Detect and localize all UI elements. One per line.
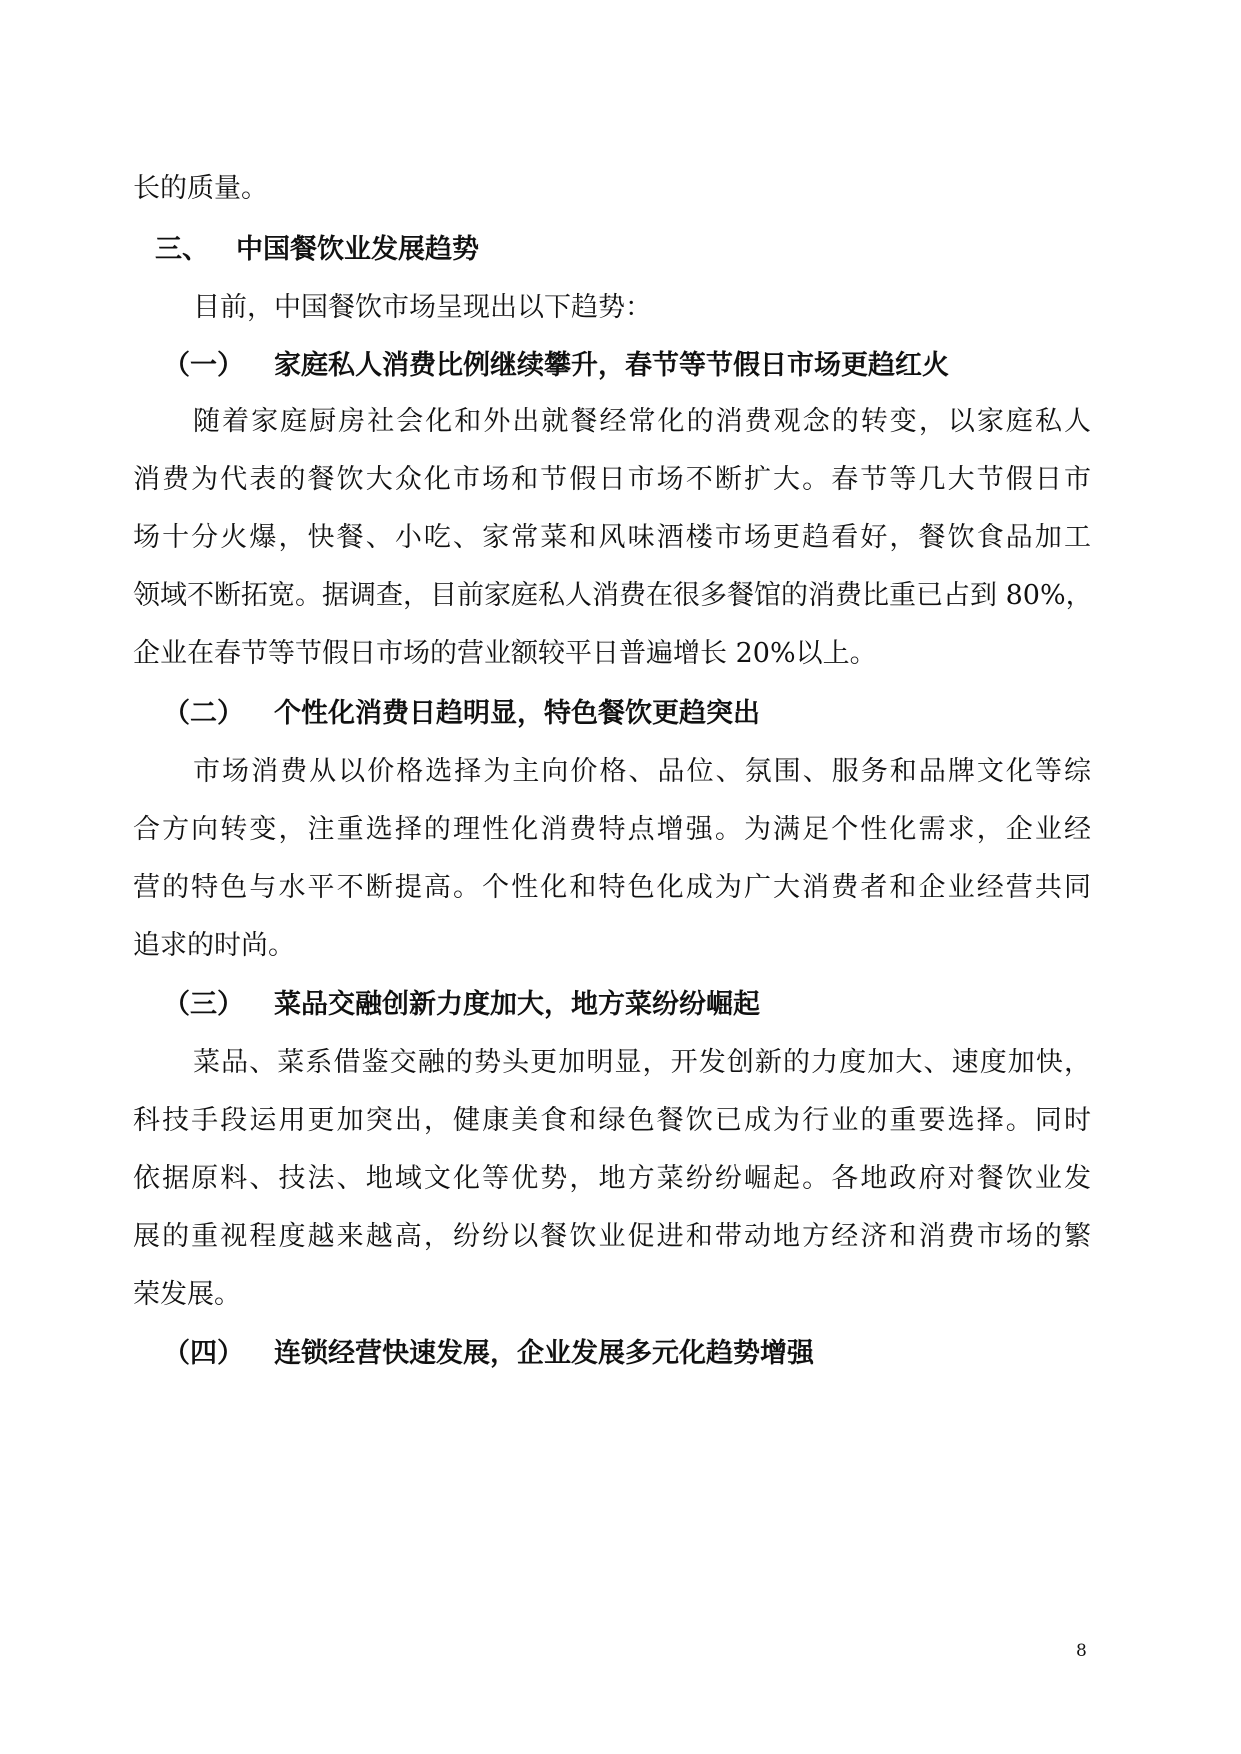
body-line: 依据原料、技法、地域文化等优势，地方菜纷纷崛起。各地政府对餐饮业发 — [133, 1163, 1091, 1194]
body-line: 领域不断拓宽。据调查，目前家庭私人消费在很多餐馆的消费比重已占到 80%， — [133, 580, 1093, 611]
subsection-number: （二） — [163, 698, 244, 729]
subsection-title: 家庭私人消费比例继续攀升，春节等节假日市场更趋红火 — [274, 350, 949, 381]
subsection-number: （三） — [163, 989, 244, 1020]
body-line: 合方向转变，注重选择的理性化消费特点增强。为满足个性化需求，企业经 — [133, 814, 1091, 845]
body-line: 科技手段运用更加突出，健康美食和绿色餐饮已成为行业的重要选择。同时 — [133, 1105, 1091, 1136]
section-number: 三、 — [155, 234, 209, 265]
body-line: 菜品、菜系借鉴交融的势头更加明显，开发创新的力度加大、速度加快， — [193, 1047, 1091, 1078]
body-line: 展的重视程度越来越高，纷纷以餐饮业促进和带动地方经济和消费市场的繁 — [133, 1221, 1091, 1252]
body-line: 企业在春节等节假日市场的营业额较平日普遍增长 20%以上。 — [133, 638, 877, 669]
subsection-number: （四） — [163, 1338, 244, 1369]
subsection-title: 连锁经营快速发展，企业发展多元化趋势增强 — [274, 1338, 814, 1369]
body-line: 长的质量。 — [133, 173, 268, 204]
subsection-title: 菜品交融创新力度加大，地方菜纷纷崛起 — [274, 989, 760, 1020]
body-line: 营的特色与水平不断提高。个性化和特色化成为广大消费者和企业经营共同 — [133, 872, 1091, 903]
body-line: 目前，中国餐饮市场呈现出以下趋势： — [193, 292, 652, 323]
subsection-title: 个性化消费日趋明显，特色餐饮更趋突出 — [274, 698, 760, 729]
subsection-number: （一） — [163, 350, 244, 381]
body-line: 随着家庭厨房社会化和外出就餐经常化的消费观念的转变，以家庭私人 — [193, 406, 1091, 437]
body-line: 追求的时尚。 — [133, 930, 295, 961]
body-line: 荣发展。 — [133, 1279, 241, 1310]
page-number: 8 — [1076, 1641, 1087, 1661]
section-title: 中国餐饮业发展趋势 — [236, 234, 479, 265]
body-line: 市场消费从以价格选择为主向价格、品位、氛围、服务和品牌文化等综 — [193, 756, 1091, 787]
body-line: 场十分火爆，快餐、小吃、家常菜和风味酒楼市场更趋看好，餐饮食品加工 — [133, 522, 1091, 553]
body-line: 消费为代表的餐饮大众化市场和节假日市场不断扩大。春节等几大节假日市 — [133, 464, 1091, 495]
